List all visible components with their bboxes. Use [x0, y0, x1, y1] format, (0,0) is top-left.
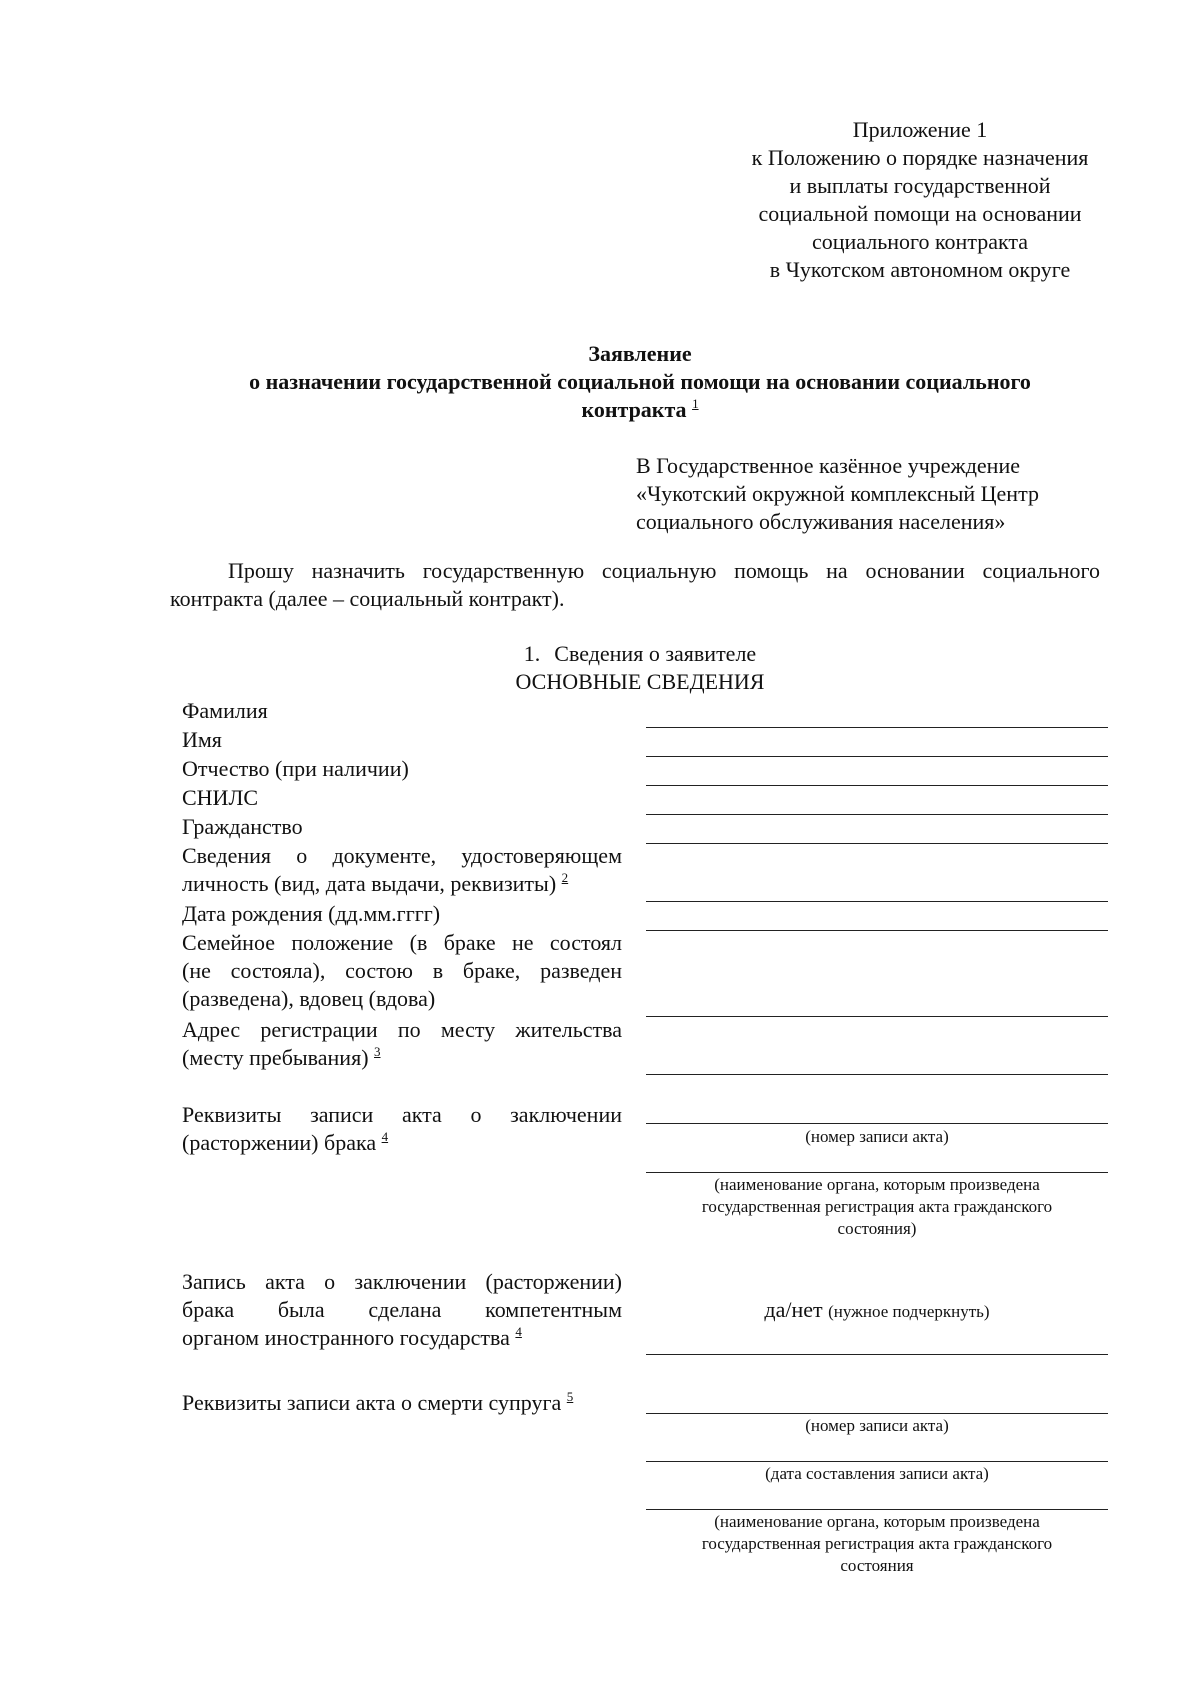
act-number-caption: (номер записи акта) — [805, 1127, 949, 1146]
patronymic-field[interactable] — [646, 785, 1108, 786]
footnote-ref-5[interactable]: 5 — [566, 1389, 574, 1404]
foreign-record-label — [182, 1268, 622, 1352]
yes-no-choice[interactable] — [646, 1296, 1108, 1326]
surname-label: Фамилия — [182, 698, 268, 723]
addressee-block — [636, 452, 1156, 536]
section-subtitle: ОСНОВНЫЕ СВЕДЕНИЯ — [515, 669, 765, 694]
footnote-ref-1[interactable]: 1 — [692, 396, 699, 411]
citizenship-field[interactable] — [646, 843, 1108, 844]
organ-caption-line: состояния) — [837, 1219, 917, 1238]
birth-date-label: Дата рождения (дд.мм.гггг) — [182, 901, 441, 926]
document-title — [160, 340, 1120, 424]
id-document-label-text: личность (вид, дата выдачи, реквизиты) — [182, 871, 557, 896]
death-act-number-field[interactable] — [646, 1413, 1108, 1414]
act-date-caption: (дата составления записи акта) — [765, 1464, 989, 1483]
foreign-record-label-line: брака была сделана компетентным — [182, 1297, 622, 1322]
appendix-line: Приложение 1 — [852, 117, 988, 142]
death-record-label-text: Реквизиты записи акта о смерти супруга — [182, 1390, 562, 1415]
marital-status-label — [182, 929, 622, 1013]
footnote-ref-2[interactable]: 2 — [561, 870, 569, 885]
id-document-field[interactable] — [646, 901, 1108, 902]
appendix-line: к Положению о порядке назначения — [751, 145, 1089, 170]
name-field[interactable] — [646, 756, 1108, 757]
title-line-last — [160, 396, 1120, 424]
marital-status-label-line: (разведена), вдовец (вдова) — [182, 986, 436, 1011]
address-label — [182, 1016, 622, 1072]
foreign-record-field[interactable] — [646, 1354, 1108, 1355]
id-document-label — [182, 842, 622, 898]
appendix-line: в Чукотском автономном округе — [769, 257, 1071, 282]
foreign-record-label-line — [182, 1324, 622, 1352]
citizenship-label: Гражданство — [182, 814, 303, 839]
addressee-line: социального обслуживания населения» — [636, 509, 1006, 534]
death-act-organ-field[interactable] — [646, 1509, 1108, 1510]
marital-status-label-line: (не состояла), состою в браке, разведен — [182, 958, 622, 983]
organ-caption-line: (наименование органа, которым произведена — [714, 1175, 1040, 1194]
section-title — [160, 640, 1120, 668]
organ-caption-line: государственная регистрация акта гражданского — [701, 1534, 1053, 1553]
marriage-record-label-text: (расторжении) брака — [182, 1130, 377, 1155]
request-paragraph: Прошу назначить государственную социальную помощь на основании социального контракта (далее – социальный контракт). — [170, 558, 1100, 611]
marriage-act-organ-field[interactable] — [646, 1172, 1108, 1173]
marriage-record-label-line: Реквизиты записи акта о заключении — [182, 1102, 622, 1127]
marriage-record-label — [182, 1101, 622, 1157]
footnote-ref-4b[interactable]: 4 — [515, 1324, 522, 1339]
footnote-ref-4[interactable]: 4 — [381, 1129, 389, 1144]
section-header — [160, 640, 1120, 696]
organ-caption — [646, 1511, 1108, 1577]
appendix-line: и выплаты государственной — [789, 173, 1051, 198]
patronymic-label: Отчество (при наличии) — [182, 756, 409, 781]
death-act-date-field[interactable] — [646, 1461, 1108, 1462]
id-document-label-line — [182, 870, 622, 898]
address-label-line: Адрес регистрации по месту жительства — [182, 1017, 622, 1042]
section-title-text: Сведения о заявителе — [554, 641, 757, 666]
id-document-label-line: Сведения о документе, удостоверяющем — [182, 843, 622, 868]
title-line-text: контракта — [581, 397, 687, 422]
address-label-line — [182, 1044, 622, 1072]
death-record-label — [182, 1389, 622, 1417]
address-label-text: (месту пребывания) — [182, 1045, 369, 1070]
appendix-line: социального контракта — [811, 229, 1029, 254]
yes-no-text[interactable]: да/нет — [764, 1297, 823, 1322]
snils-field[interactable] — [646, 814, 1108, 815]
underline-hint: (нужное подчеркнуть) — [828, 1302, 990, 1321]
addressee-line: В Государственное казённое учреждение — [636, 453, 1020, 478]
name-label: Имя — [182, 727, 222, 752]
organ-caption — [646, 1174, 1108, 1240]
footnote-ref-3[interactable]: 3 — [374, 1044, 381, 1059]
marriage-record-label-line — [182, 1129, 622, 1157]
marital-status-label-line: Семейное положение (в браке не состоял — [182, 930, 622, 955]
surname-field[interactable] — [646, 727, 1108, 728]
snils-label: СНИЛС — [182, 785, 259, 810]
organ-caption-line: состояния — [840, 1556, 914, 1575]
foreign-record-label-text: органом иностранного государства — [182, 1325, 510, 1350]
marital-status-field[interactable] — [646, 1016, 1108, 1017]
birth-date-field[interactable] — [646, 930, 1108, 931]
foreign-record-label-line: Запись акта о заключении (расторжении) — [182, 1269, 622, 1294]
organ-caption-line: (наименование органа, которым произведена — [714, 1512, 1040, 1531]
address-field[interactable] — [646, 1074, 1108, 1075]
addressee-line: «Чукотский окружной комплексный Центр — [636, 481, 1039, 506]
appendix-line: социальной помощи на основании — [758, 201, 1082, 226]
title-line: о назначении государственной социальной помощи на основании социального — [249, 369, 1031, 394]
section-number: 1. — [523, 641, 541, 666]
marriage-act-number-field[interactable] — [646, 1123, 1108, 1124]
act-number-caption: (номер записи акта) — [805, 1416, 949, 1435]
organ-caption-line: государственная регистрация акта гражданского — [701, 1197, 1053, 1216]
title-line: Заявление — [588, 341, 692, 366]
appendix-header — [660, 116, 1180, 284]
